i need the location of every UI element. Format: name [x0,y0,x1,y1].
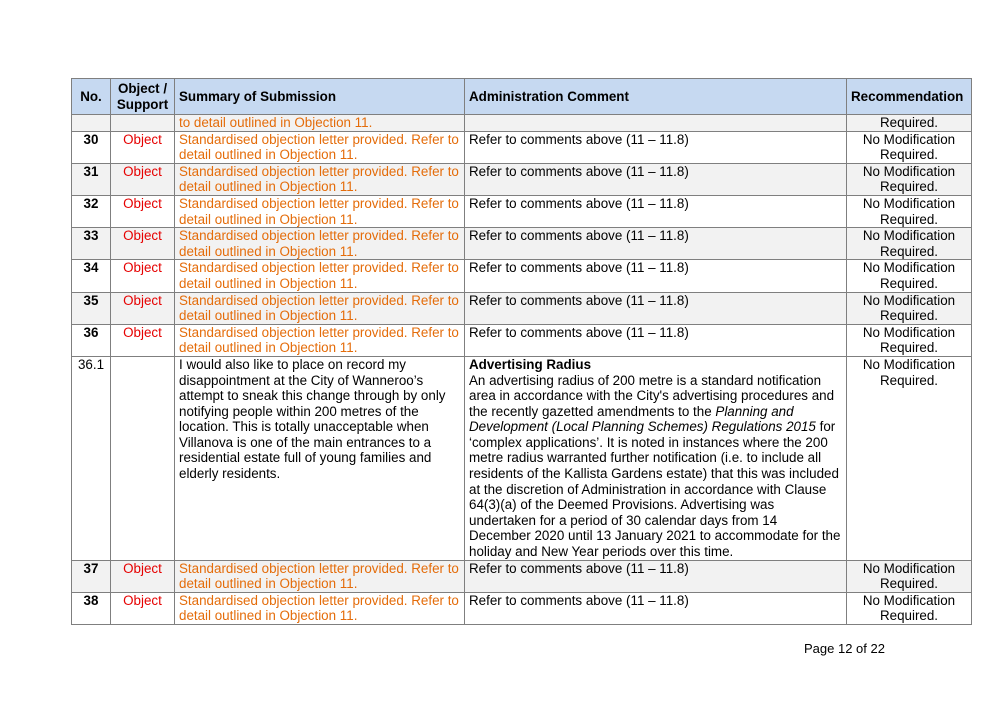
comment-36-1: Advertising Radius An advertising radius of 200 metre is a standard notification area in accordance with the City's advertising procedures and the recently gazetted amendments to the Planning and Development (Local Planning Schemes) Regulations 2015 for ‘complex applications’. It is noted in instances where the 200 metre radius warranted further notification (i.e. to include all residents of the Kallista Gardens estate) that this was included at the discretion of Administration in accordance with Clause 64(3)(a) of the Deemed Provisions. Advertising was undertaken for a period of 30 calendar days from 14 December 2020 until 13 January 2021 to accommodate for the holiday and New Year periods over this time. [465,356,847,560]
table-row: 36 Object Standardised objection letter provided. Refer to detail outlined in Objection 11. Refer to comments above (11 – 11.8) No Modification Required. [72,324,972,356]
table-row: 34 Object Standardised objection letter provided. Refer to detail outlined in Objection 11. Refer to comments above (11 – 11.8) No Modification Required. [72,260,972,292]
submissions-table [71,78,972,625]
table-row: 31 Object Standardised objection letter provided. Refer to detail outlined in Objection 11. Refer to comments above (11 – 11.8) No Modification Required. [72,163,972,195]
header-admin-comment: Administration Comment [465,79,847,115]
header-no: No. [72,79,111,115]
summary-36-1: I would also like to place on record my disappointment at the City of Wanneroo’s attempt to sneak this change through by only notifying people within 200 metres of the location. This is totally unacceptable when Villanova is one of the main entrances to a residential estate full of young families and elderly residents. [175,356,465,560]
header-object-support: Object / Support [111,79,175,115]
continuation-recommendation: Required. [847,115,972,132]
continuation-row [72,115,972,132]
table-row: 37 Object Standardised objection letter provided. Refer to detail outlined in Objection 11. Refer to comments above (11 – 11.8) No Modification Required. [72,560,972,592]
continuation-summary: to detail outlined in Objection 11. [175,115,465,132]
advertising-radius-heading: Advertising Radius [469,356,592,372]
table-row-36-1: 36.1 I would also like to place on record my disappointment at the City of Wanneroo’s attempt to sneak this change through by only notifying people within 200 metres of the location. This is totally unacceptable when Villanova is one of the main entrances to a residential estate full of young families and elderly residents. Advertising Radius An advertising radius of 200 metre is a standard notification area in accordance with the City's advertising procedures and the recently gazetted amendments to the Planning and Development (Local Planning Schemes) Regulations 2015 for ‘complex applications’. It is noted in instances where the 200 metre radius warranted further notification (i.e. to include all residents of the Kallista Gardens estate) that this was included at the discretion of Administration in accordance with Clause 64(3)(a) of the Deemed Provisions. Advertising was undertaken for a period of 30 calendar days from 14 December 2020 until 13 January 2021 to accommodate for the holiday and New Year periods over this time. No Modification Required. [72,356,972,560]
table-row: 32 Object Standardised objection letter provided. Refer to detail outlined in Objection 11. Refer to comments above (11 – 11.8) No Modification Required. [72,195,972,227]
header-recommendation: Recommendation [847,79,972,115]
table-header-row [72,79,972,115]
table-row: 38 Object Standardised objection letter provided. Refer to detail outlined in Objection 11. Refer to comments above (11 – 11.8) No Modification Required. [72,592,972,624]
table-row: 30 Object Standardised objection letter provided. Refer to detail outlined in Objection 11. Refer to comments above (11 – 11.8) No Modification Required. [72,131,972,163]
table-row: 33 Object Standardised objection letter provided. Refer to detail outlined in Objection 11. Refer to comments above (11 – 11.8) No Modification Required. [72,228,972,260]
table-row: 35 Object Standardised objection letter provided. Refer to detail outlined in Objection 11. Refer to comments above (11 – 11.8) No Modification Required. [72,292,972,324]
page-number: Page 12 of 22 [804,641,885,656]
header-summary: Summary of Submission [175,79,465,115]
